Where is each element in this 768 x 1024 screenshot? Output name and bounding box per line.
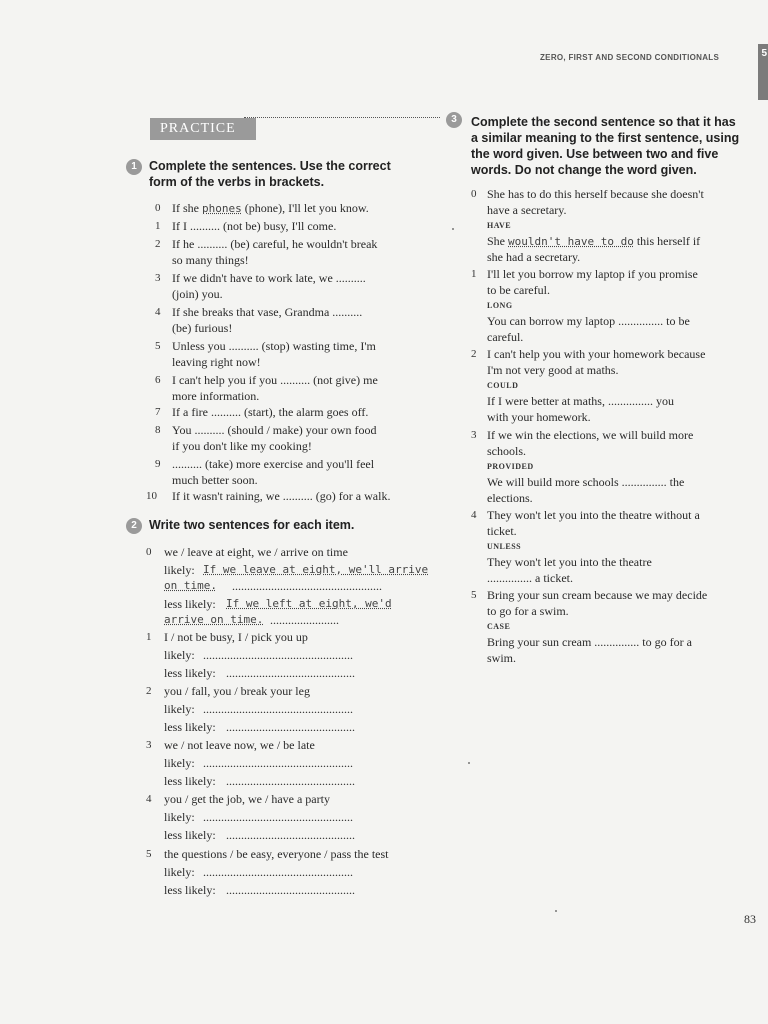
exercise-2-item-0-less-likely-dots: ....................... (270, 613, 339, 627)
exercise-2-item-0-number: 0 (146, 546, 152, 558)
exercise-1-item-line: so many things! (172, 253, 249, 267)
exercise-1-number-badge: 1 (126, 159, 142, 175)
exercise-2-less-likely-label: less likely: (164, 720, 216, 734)
exercise-3-title-line-2: a similar meaning to the first sentence, using (471, 131, 740, 145)
exercise-3-title-line-3: the word given. Use between two and five (471, 147, 719, 161)
exercise-2-likely-dots: .................................................. (203, 648, 353, 662)
exercise-1-item-line: If it wasn't raining, we .......... (go) for a walk. (172, 489, 391, 503)
exercise-3-item-sentence-line: I can't help you with your homework because (487, 347, 706, 361)
exercise-3-item-number: 0 (471, 188, 477, 200)
exercise-2-likely-label: likely: (164, 648, 195, 662)
exercise-2-item-0-likely-answer-a: If we leave at eight, we'll arrive (203, 563, 429, 576)
exercise-1-item-number: 2 (155, 238, 161, 250)
practice-rule (244, 117, 440, 118)
exercise-3-item-sentence-line: They won't let you into the theatre without a (487, 508, 700, 522)
exercise-3-item-answer-line: careful. (487, 330, 524, 344)
running-header: ZERO, FIRST AND SECOND CONDITIONALS (540, 53, 720, 62)
chapter-tab-number: 5 (761, 48, 767, 59)
exercise-1-item-number: 1 (155, 220, 161, 232)
exercise-1-item-line: .......... (take) more exercise and you'll feel (172, 457, 375, 471)
exercise-1-title-line-2: form of the verbs in brackets. (149, 175, 325, 189)
exercise-2-item-0-less-likely-answer-b: arrive on time. (164, 613, 264, 626)
page-number: 83 (744, 912, 756, 926)
exercise-2-title: Write two sentences for each item. (149, 518, 355, 532)
exercise-2-likely-label: likely: (164, 756, 195, 770)
exercise-2-item-0-likely-label: likely: (164, 563, 195, 577)
exercise-2-less-likely-dots: ........................................... (226, 883, 355, 897)
exercise-3-item-key-word: UNLESS (487, 542, 522, 551)
exercise-1-item-line: If she breaks that vase, Grandma .......... (172, 305, 363, 319)
exercise-2-likely-label: likely: (164, 865, 195, 879)
exercise-1-item-number: 7 (155, 406, 161, 418)
exercise-2-item-number: 3 (146, 739, 152, 751)
exercise-1-item-line: If we didn't have to work late, we .......... (172, 271, 366, 285)
exercise-1-item-line: leaving right now! (172, 355, 261, 369)
exercise-2-likely-dots: .................................................. (203, 702, 353, 716)
exercise-3-item-sentence-line: Bring your sun cream because we may decide (487, 588, 708, 602)
exercise-3-item-number: 3 (471, 429, 477, 441)
exercise-3-item-answer-line: ............... a ticket. (487, 571, 573, 585)
exercise-3-item-number: 5 (471, 589, 477, 601)
scan-speck (452, 228, 454, 230)
exercise-3-item-answer-line: swim. (487, 651, 517, 665)
exercise-1-item-line: I can't help you if you .......... (not give) me (172, 373, 378, 387)
exercise-2-item-0-likely-answer-b: on time. (164, 579, 217, 592)
exercise-2-item-0-less-likely-label: less likely: (164, 597, 216, 611)
exercise-3-item-sentence-line: to be careful. (487, 283, 550, 297)
exercise-3-item-answer-line: she had a secretary. (487, 250, 581, 264)
exercise-2-number-badge: 2 (126, 518, 142, 534)
exercise-3-item-sentence-line: to go for a swim. (487, 604, 569, 618)
scan-speck (555, 910, 557, 912)
exercise-1-item-line: (join) you. (172, 287, 223, 301)
exercise-3-item-answer-line: They won't let you into the theatre (487, 555, 652, 569)
exercise-3-item-sentence-line: I'll let you borrow my laptop if you promise (487, 267, 698, 281)
exercise-3-item-sentence-line: If we win the elections, we will build more (487, 428, 694, 442)
exercise-3-item-sentence-line: She has to do this herself because she doesn't (487, 187, 704, 201)
exercise-2-less-likely-label: less likely: (164, 828, 216, 842)
exercise-3-item-answer-line: We will build more schools ............... the (487, 475, 685, 489)
exercise-2-item-0-likely-dots: .................................................. (232, 579, 382, 593)
exercise-2-likely-dots: .................................................. (203, 865, 353, 879)
exercise-3-item-sentence-line: have a secretary. (487, 203, 567, 217)
exercise-3-number-badge: 3 (446, 112, 462, 128)
exercise-3-item-number: 4 (471, 509, 477, 521)
exercise-2-less-likely-dots: ........................................... (226, 828, 355, 842)
exercise-1-item-line: If a fire .......... (start), the alarm goes off. (172, 405, 369, 419)
exercise-3-item-number: 1 (471, 268, 477, 280)
exercise-2-item-number: 4 (146, 793, 152, 805)
exercise-1-item-number: 10 (146, 490, 157, 502)
exercise-2-item-prompt: the questions / be easy, everyone / pass the test (164, 847, 389, 861)
exercise-3-item-key-word: CASE (487, 622, 511, 631)
exercise-1-item-line: if you don't like my cooking! (172, 439, 312, 453)
exercise-3-item-key-word: COULD (487, 381, 519, 390)
exercise-1-item-line: (be) furious! (172, 321, 233, 335)
exercise-1-item-line: If he .......... (be) careful, he wouldn't break (172, 237, 378, 251)
exercise-2-likely-label: likely: (164, 702, 195, 716)
exercise-1-item-line: much better soon. (172, 473, 258, 487)
exercise-1-item-line: If I .......... (not be) busy, I'll come. (172, 219, 337, 233)
exercise-3-item-answer-line: Bring your sun cream ............... to go for a (487, 635, 692, 649)
exercise-1-item-number: 3 (155, 272, 161, 284)
exercise-2-likely-dots: .................................................. (203, 756, 353, 770)
exercise-2-less-likely-dots: ........................................... (226, 720, 355, 734)
exercise-2-less-likely-label: less likely: (164, 774, 216, 788)
scan-speck (468, 762, 470, 764)
exercise-1-item-number: 4 (155, 306, 161, 318)
exercise-3-item-key-word: PROVIDED (487, 462, 534, 471)
exercise-3-item-number: 2 (471, 348, 477, 360)
exercise-2-item-0-prompt: we / leave at eight, we / arrive on time (164, 545, 348, 559)
exercise-2-item-number: 2 (146, 685, 152, 697)
exercise-2-item-prompt: I / not be busy, I / pick you up (164, 630, 308, 644)
exercise-1-title-line-1: Complete the sentences. Use the correct (149, 159, 391, 173)
exercise-3-item-sentence-line: I'm not very good at maths. (487, 363, 619, 377)
exercise-1-item-number: 8 (155, 424, 161, 436)
exercise-3-item-key-word: HAVE (487, 221, 512, 230)
exercise-3-title-line-1: Complete the second sentence so that it has (471, 115, 736, 129)
exercise-1-item-number: 9 (155, 458, 161, 470)
exercise-2-item-number: 1 (146, 631, 152, 643)
exercise-3-item-sentence-line: ticket. (487, 524, 517, 538)
exercise-2-likely-label: likely: (164, 810, 195, 824)
exercise-2-item-prompt: you / fall, you / break your leg (164, 684, 310, 698)
exercise-1-item-line: more information. (172, 389, 260, 403)
exercise-1-item-number: 0 (155, 202, 161, 214)
exercise-2-item-prompt: we / not leave now, we / be late (164, 738, 315, 752)
exercise-1-item-0-answer: phones (202, 202, 242, 215)
exercise-1-item-line: Unless you .......... (stop) wasting time, I'm (172, 339, 376, 353)
exercise-3-item-sentence-line: schools. (487, 444, 526, 458)
exercise-1-item-line: You .......... (should / make) your own food (172, 423, 377, 437)
practice-label: PRACTICE (150, 118, 256, 140)
exercise-2-item-number: 5 (146, 848, 152, 860)
exercise-1-item-number: 6 (155, 374, 161, 386)
exercise-2-less-likely-dots: ........................................... (226, 666, 355, 680)
exercise-1-item-number: 5 (155, 340, 161, 352)
exercise-3-item-answer-line: If I were better at maths, ............... you (487, 394, 674, 408)
exercise-2-less-likely-dots: ........................................... (226, 774, 355, 788)
exercise-1-item-line: If she phones (phone), I'll let you know. (172, 201, 369, 215)
exercise-3-item-answer-line: with your homework. (487, 410, 591, 424)
exercise-2-less-likely-label: less likely: (164, 883, 216, 897)
exercise-2-item-prompt: you / get the job, we / have a party (164, 792, 330, 806)
exercise-3-item-0-answer: wouldn't have to do (508, 235, 634, 248)
exercise-3-item-answer-line: You can borrow my laptop ............... to be (487, 314, 690, 328)
exercise-2-item-0-less-likely-answer-a: If we left at eight, we'd (226, 597, 392, 610)
exercise-3-item-answer-line: elections. (487, 491, 533, 505)
exercise-2-likely-dots: .................................................. (203, 810, 353, 824)
exercise-3-title-line-4: words. Do not change the word given. (471, 163, 697, 177)
exercise-3-item-answer-line: She wouldn't have to do this herself if (487, 234, 701, 248)
exercise-2-less-likely-label: less likely: (164, 666, 216, 680)
exercise-3-item-key-word: LONG (487, 301, 513, 310)
